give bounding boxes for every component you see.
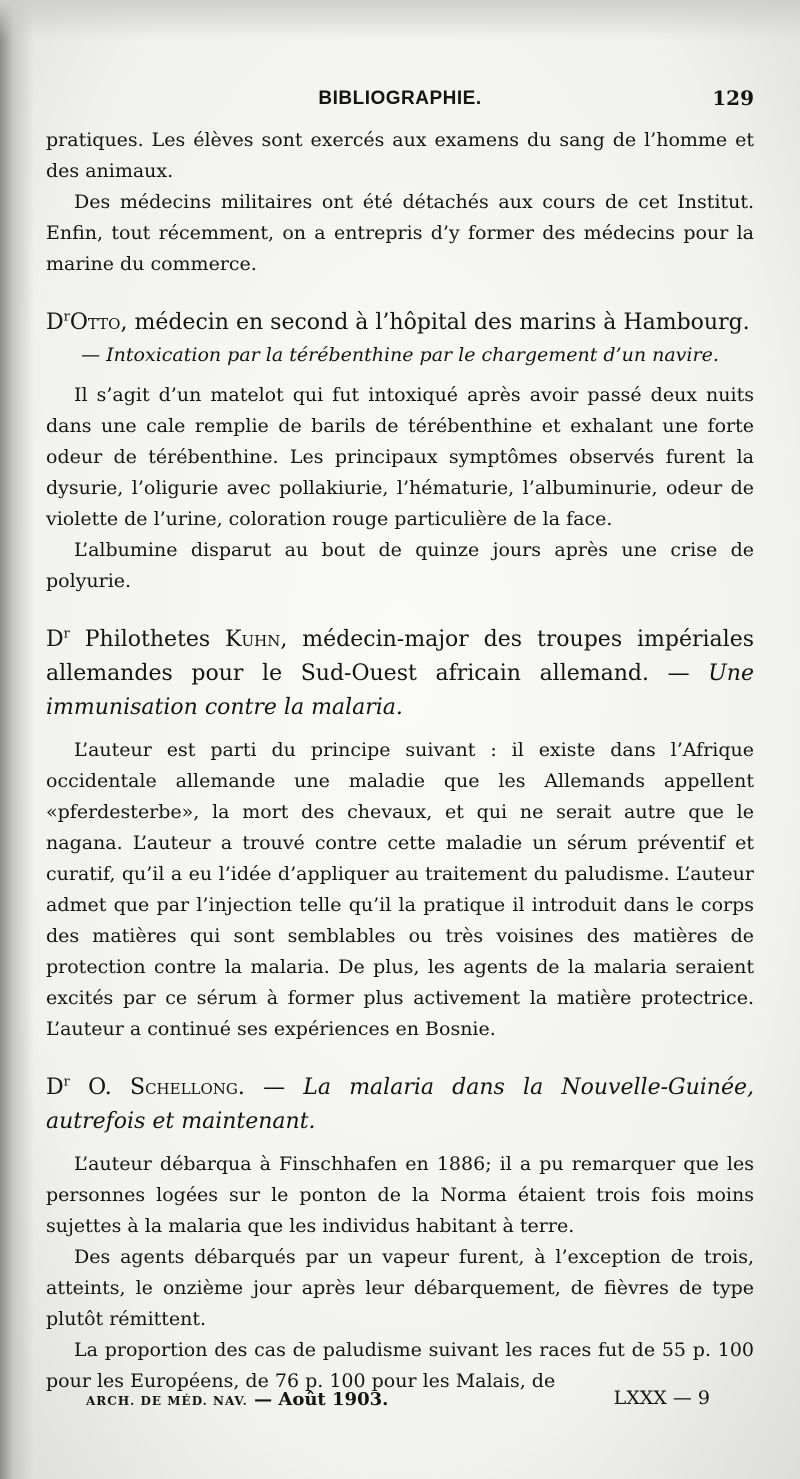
entry-title: La malaria dans la Nouvelle-Guinée, autrefois et maintenant. bbox=[46, 1075, 754, 1134]
author-affiliation: . — bbox=[237, 1075, 304, 1100]
author-first-name: Philothetes bbox=[84, 627, 226, 652]
page-footer bbox=[86, 1387, 710, 1417]
entry-paragraph: L’auteur est parti du principe suivant : il existe dans l’Afrique occidentale allemande une maladie que les Allemands appellent «pferdesterbe», la mort des chevaux, et qui ne serait autre que le nagana. L’auteur a trouvé contre cette maladie un sérum préventif et curatif, qu’il a eu l’idée d’appliquer au traitement du paludisme. L’auteur admet que par l’injection telle qu’il la pratique il introduit dans le corps des matières qui sont semblables ou très voisines des matières de protection contre la malaria. De plus, les agents de la malaria seraient excités par ce sérum à former plus activement la matière protectrice. L’auteur a continué ses expériences en Bosnie. bbox=[46, 739, 754, 1040]
entry-paragraph: L’auteur débarqua à Finschhafen en 1886; il a pu remarquer que les personnes logées sur le ponton de la Norma étaient trois fois moins sujettes à la malaria que les individus habitant à terre. bbox=[46, 1153, 754, 1237]
issue-date: — Août 1903. bbox=[254, 1389, 389, 1410]
page-number: 129 bbox=[712, 86, 754, 110]
journal-abbrev: ARCH. DE MÉD. NAV. bbox=[86, 1394, 248, 1408]
intro-paragraph: pratiques. Les élèves sont exercés aux examens du sang de l’homme et des animaux. bbox=[46, 129, 754, 182]
entry-heading-schellong bbox=[46, 1071, 754, 1139]
author-affiliation: , médecin en second à l’hôpital des marins à Hambourg. bbox=[120, 310, 750, 335]
entry-title: — Intoxication par la térébenthine par le chargement d’un navire. bbox=[81, 344, 719, 366]
doctor-abbrev-sup: r bbox=[63, 309, 70, 325]
page-header bbox=[46, 86, 754, 116]
intro-paragraph: Des médecins militaires ont été détachés aux cours de cet Institut. Enfin, tout récemment, on a entrepris d’y former des médecins pour la marine du commerce. bbox=[46, 191, 754, 275]
footer-citation bbox=[86, 1389, 388, 1410]
entry-paragraph: La proportion des cas de paludisme suivant les races fut de 55 p. 100 pour les Européens, de 76 p. 100 pour les Malais, de bbox=[46, 1339, 754, 1392]
scan-edge-shadow bbox=[0, 0, 34, 1479]
scan-top-shadow bbox=[0, 0, 800, 40]
author-first-name: O. bbox=[88, 1075, 130, 1100]
doctor-abbrev-sup: r bbox=[63, 626, 70, 642]
entry-title: Une immunisation contre la malaria. bbox=[46, 661, 754, 720]
author-name: Kuhn bbox=[225, 627, 281, 652]
author-name: Otto bbox=[69, 310, 121, 335]
entry-paragraph: Des agents débarqués par un vapeur furent, à l’exception de trois, atteints, le onzième jour après leur débarquement, de fièvres de type plutôt rémittent. bbox=[46, 1246, 754, 1330]
signature-mark: LXXX — 9 bbox=[613, 1387, 710, 1409]
page-body bbox=[46, 125, 754, 1397]
entry-heading-kuhn bbox=[46, 623, 754, 725]
entry-paragraph: L’albumine disparut au bout de quinze jours après une crise de polyurie. bbox=[46, 539, 754, 592]
doctor-abbrev: D bbox=[46, 1075, 64, 1100]
entry-heading-otto bbox=[46, 306, 754, 340]
running-title: BIBLIOGRAPHIE. bbox=[318, 88, 482, 109]
entry-paragraph: Il s’agit d’un matelot qui fut intoxiqué après avoir passé deux nuits dans une cale remplie de barils de térébenthine et exhalant une forte odeur de térébenthine. Les principaux symptômes observés furent la dysurie, l’oligurie avec pollakiurie, l’hématurie, l’albuminurie, odeur de violette de l’urine, coloration rouge particulière de la face. bbox=[46, 384, 754, 530]
doctor-abbrev: D bbox=[46, 627, 64, 652]
doctor-abbrev: D bbox=[46, 310, 64, 335]
author-affiliation: , médecin-major des troupes impériales allemandes pour le Sud-Ouest africain allemand. — bbox=[46, 627, 754, 686]
author-name: Schellong bbox=[130, 1075, 238, 1100]
doctor-abbrev-sup: r bbox=[63, 1074, 70, 1090]
